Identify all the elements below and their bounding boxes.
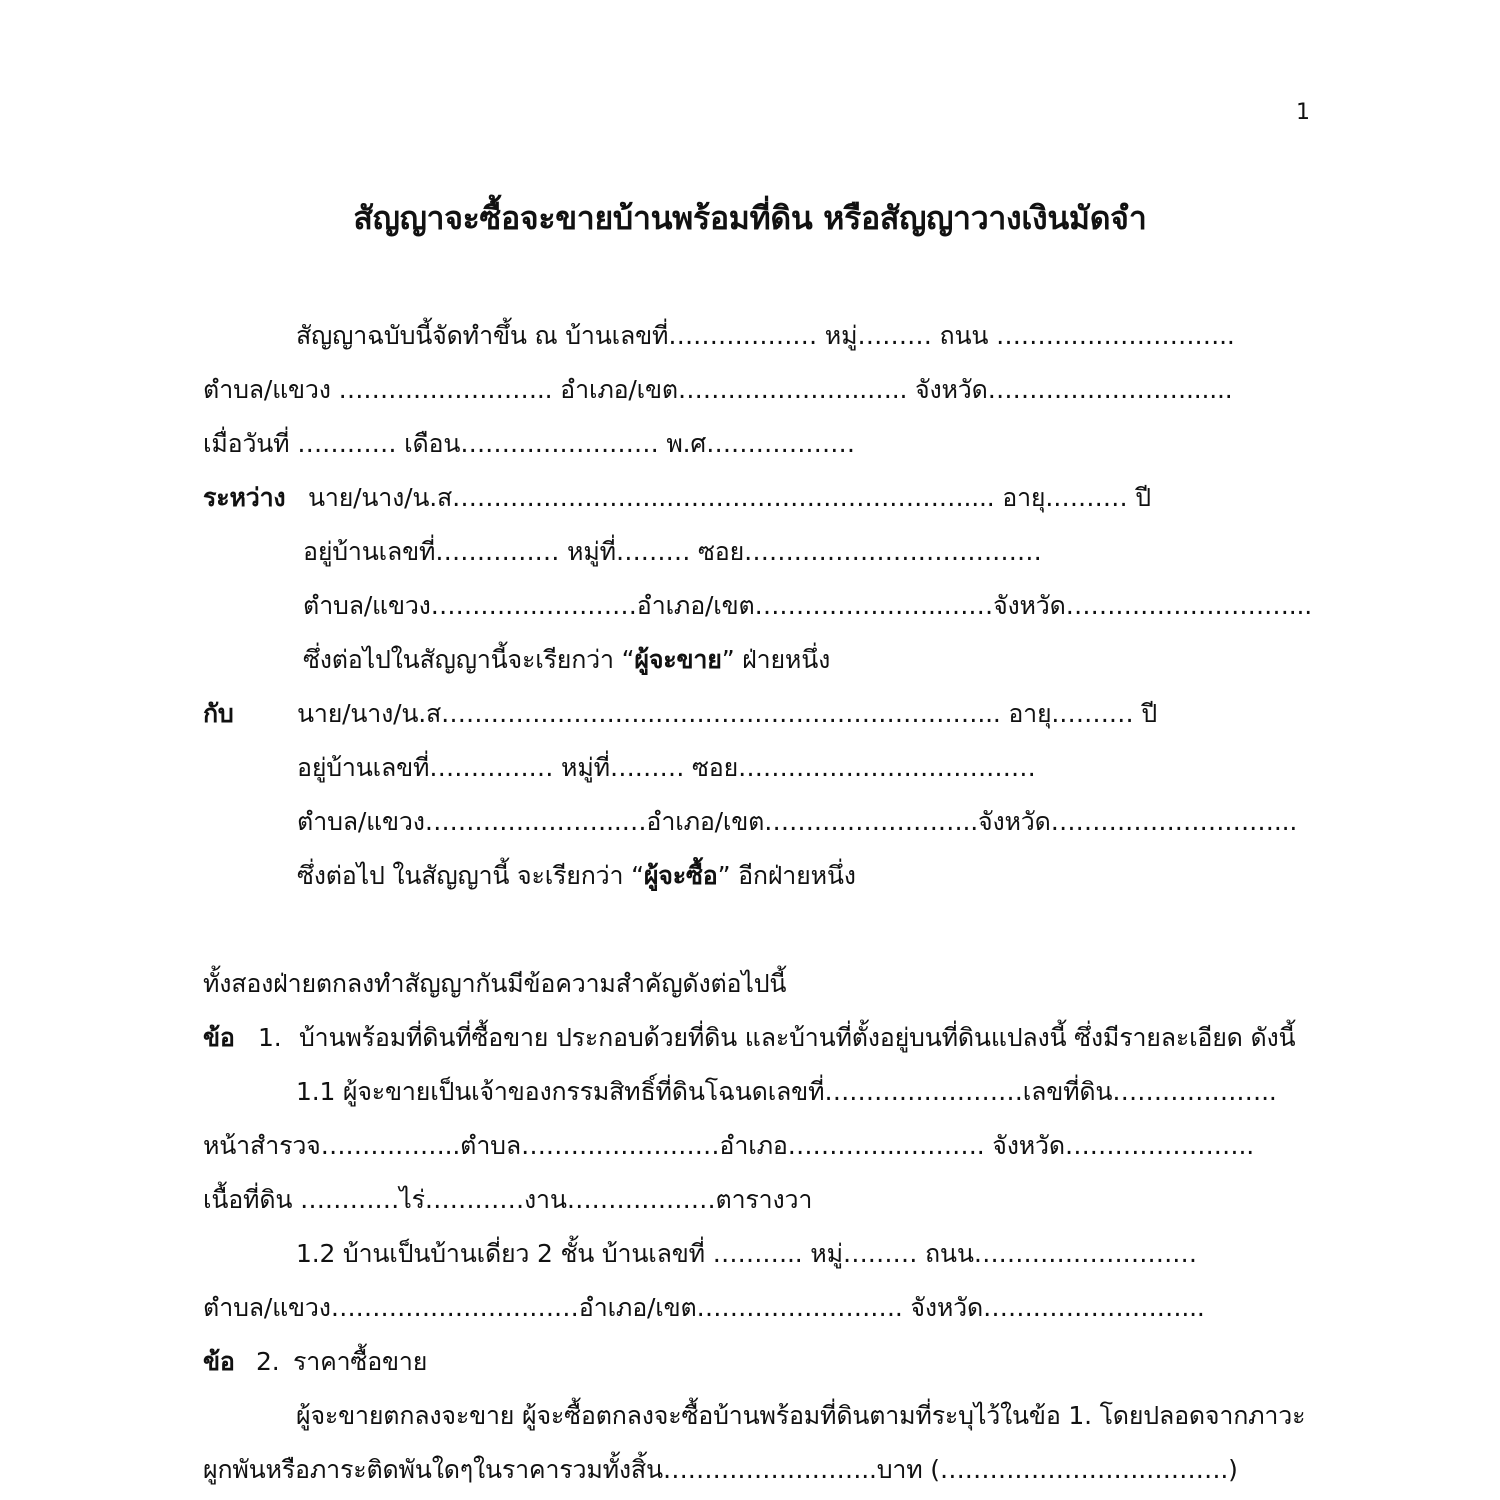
buyer-name-line: นาย/นาง/น.ส……………………..…………………………………... อายุ.……… ปี bbox=[297, 699, 1157, 728]
document-title bbox=[0, 196, 1500, 240]
seller-address-line: อยู่บ้านเลขที่…………… หมู่ที่……… ซอย……………………………… bbox=[303, 537, 1042, 566]
seller-name-line: นาย/นาง/น.ส……………………..……………………………….... อายุ.……… ปี bbox=[308, 483, 1151, 512]
seller-role-suffix: ” ฝ่ายหนึ่ง bbox=[721, 645, 831, 674]
clause-2-label: ข้อ bbox=[203, 1347, 235, 1376]
clause-2-text-line-2: ผูกพันหรือภาระติดพันใดๆในราคารวมทั้งสิ้น……………………..บาท (…………………….……….) bbox=[203, 1455, 1238, 1484]
seller-role-prefix: ซึ่งต่อไปในสัญญานี้จะเรียกว่า “ bbox=[303, 645, 635, 674]
clause-2-number: 2. bbox=[256, 1347, 280, 1376]
buyer-role-prefix: ซึ่งต่อไป ในสัญญานี้ จะเรียกว่า “ bbox=[297, 861, 644, 890]
buyer-role-name: ผู้จะซื้อ bbox=[643, 861, 718, 890]
document-title-text: สัญญาจะซื้อจะขายบ้านพร้อมที่ดิน หรือสัญญาวางเงินมัดจำ bbox=[353, 199, 1147, 237]
buyer-district-line: ตำบล/แขวง………….………..…อำเภอ/เขต……………………..จังหวัด………………………... bbox=[297, 807, 1298, 836]
intro-line-3: เมื่อวันที่ ………… เดือน…………………… พ.ศ……………… bbox=[203, 429, 855, 458]
clause-1-label: ข้อ bbox=[203, 1023, 235, 1052]
intro-line-2: ตำบล/แขวง …………………….. อำเภอ/เขต…………………..….. จังหวัด……………………...... bbox=[203, 375, 1233, 404]
intro-line-1: สัญญาฉบับนี้จัดทำขึ้น ณ บ้านเลขที่……………… หมู่……… ถนน ……………………….. bbox=[296, 321, 1235, 350]
clause-1-1-line-3: เนื้อที่ดิน …………ไร่…………งาน………………ตารางวา bbox=[203, 1185, 813, 1214]
seller-district-line: ตำบล/แขวง………….…………อำเภอ/เขต…………………..……จังหวัด………………………... bbox=[303, 591, 1313, 620]
clause-1-number: 1. bbox=[258, 1023, 282, 1052]
clause-1-2-line-2: ตำบล/แขวง…………………………อำเภอ/เขต……………………. จังหวัด……………………... bbox=[203, 1293, 1205, 1322]
clause-2-text-line-1: ผู้จะขายตกลงจะขาย ผู้จะซื้อตกลงจะซื้อบ้านพร้อมที่ดินตามที่ระบุไว้ในข้อ 1. โดยปลอดจากภาวะ bbox=[296, 1401, 1306, 1430]
clause-1-2-line-1: 1.2 บ้านเป็นบ้านเดี่ยว 2 ชั้น บ้านเลขที่ ……….. หมู่……… ถนน……………………… bbox=[296, 1239, 1197, 1268]
seller-label: ระหว่าง bbox=[203, 483, 286, 512]
buyer-address-line: อยู่บ้านเลขที่…………… หมู่ที่……… ซอย……………………………… bbox=[297, 753, 1036, 782]
clause-1-text: บ้านพร้อมที่ดินที่ซื้อขาย ประกอบด้วยที่ดิน และบ้านที่ตั้งอยู่บนที่ดินแปลงนี้ ซึ่งมีรายละเอียด ดังนี้ bbox=[299, 1023, 1296, 1052]
clause-2-title: ราคาซื้อขาย bbox=[293, 1347, 428, 1376]
buyer-role-suffix: ” อีกฝ่ายหนึ่ง bbox=[717, 861, 856, 890]
seller-role-line bbox=[303, 643, 830, 677]
clause-1-1-line-1: 1.1 ผู้จะขายเป็นเจ้าของกรรมสิทธิ์ที่ดินโฉนดเลขที่……………………เลขที่ดิน……………….. bbox=[296, 1077, 1277, 1106]
buyer-role-line bbox=[297, 859, 856, 893]
agreement-intro: ทั้งสองฝ่ายตกลงทำสัญญากันมีข้อความสำคัญดังต่อไปนี้ bbox=[203, 969, 787, 998]
page-number: 1 bbox=[1296, 100, 1310, 125]
seller-role-name: ผู้จะขาย bbox=[634, 645, 722, 674]
buyer-label: กับ bbox=[203, 699, 234, 728]
clause-1-1-line-2: หน้าสำรวจ……………..ตำบล……………………อำเภอ…………..………. จังหวัด………………….. bbox=[203, 1131, 1254, 1160]
